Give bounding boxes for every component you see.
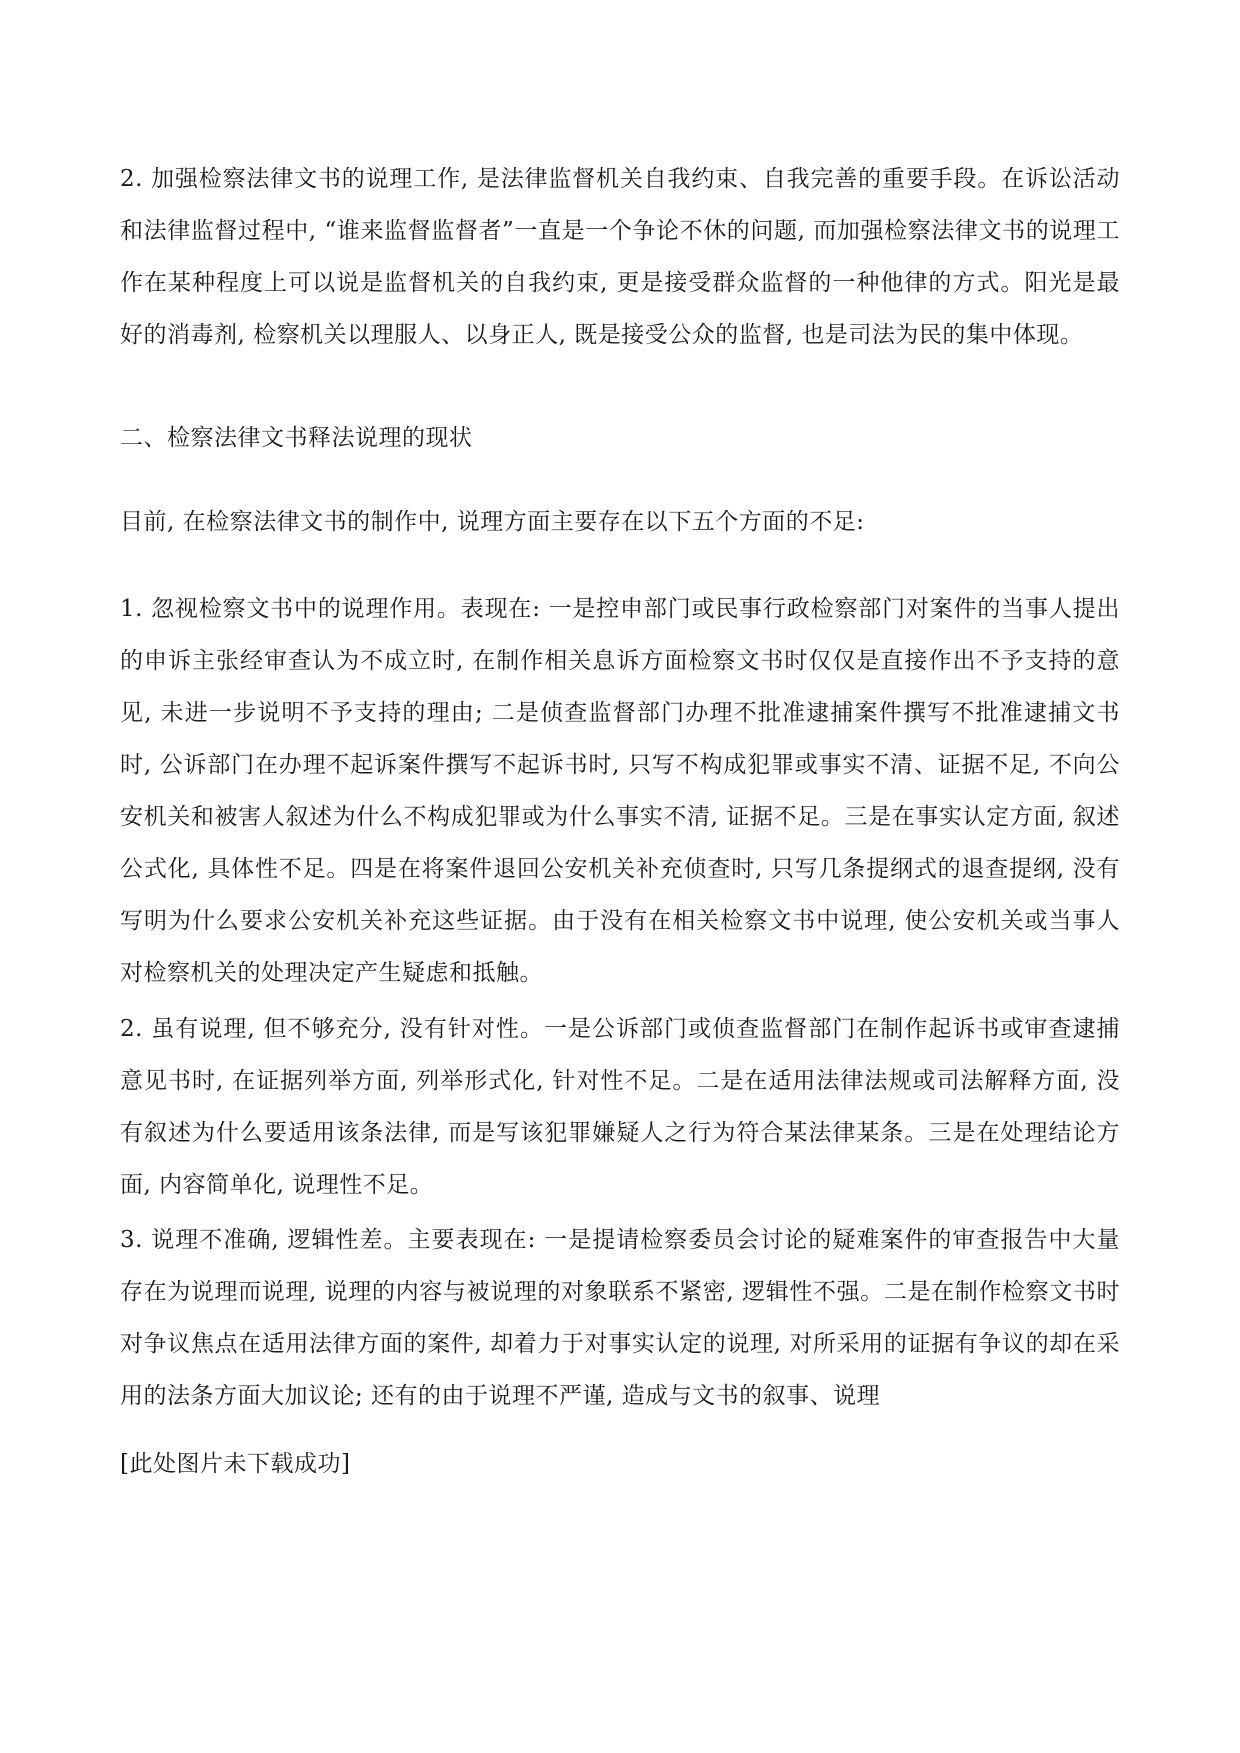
section-heading-current-status: 二、检察法律文书释法说理的现状 xyxy=(120,425,473,451)
image-missing-placeholder: [此处图片未下载成功] xyxy=(120,1451,351,1477)
paragraph-five-deficiencies-intro: 目前, 在检察法律文书的制作中, 说理方面主要存在以下五个方面的不足: xyxy=(120,509,865,535)
paragraph-inaccurate-reasoning: 3. 说理不准确, 逻辑性差。主要表现在: 一是提请检察委员会讨论的疑难案件的审查报告中大量存在为说理而说理, 说理的内容与被说理的对象联系不紧密, 逻辑性不强。二是在制作检察文书时对争议焦点在适用法律方面的案件, 却着力于对事实认定的说理, 对所采用的证据有争议的却在采用的法条方面大加议论; 还有的由于说理不严谨, 造成与文书的叙事、说理 xyxy=(120,1227,1120,1409)
paragraph-ignoring-reasoning: 1. 忽视检察文书中的说理作用。表现在: 一是控申部门或民事行政检察部门对案件的当事人提出的申诉主张经审查认为不成立时, 在制作相关息诉方面检察文书时仅仅是直接作出不予支持的意见, 未进一步说明不予支持的理由; 二是侦查监督部门办理不批准逮捕案件撰写不批准逮捕文书时, 公诉部门在办理不起诉案件撰写不起诉书时, 只写不构成犯罪或事实不清、证据不足, 不向公安机关和被害人叙述为什么不构成犯罪或为什么事实不清, 证据不足。三是在事实认定方面, 叙述公式化, 具体性不足。四是在将案件退回公安机关补充侦查时, 只写几条提纲式的退查提纲, 没有写明为什么要求公安机关补充这些证据。由于没有在相关检察文书中说理, 使公安机关或当事人对检察机关的处理决定产生疑虑和抵触。 xyxy=(120,596,1120,986)
paragraph-insufficient-reasoning: 2. 虽有说理, 但不够充分, 没有针对性。一是公诉部门或侦查监督部门在制作起诉书或审查逮捕意见书时, 在证据列举方面, 列举形式化, 针对性不足。二是在适用法律法规或司法解释方面, 没有叙述为什么要适用该条法律, 而是写该犯罪嫌疑人之行为符合某法律某条。三是在处理结论方面, 内容简单化, 说理性不足。 xyxy=(120,1016,1120,1198)
paragraph-supervision-self-restraint: 2. 加强检察法律文书的说理工作, 是法律监督机关自我约束、自我完善的重要手段。在诉讼活动和法律监督过程中, “谁来监督监督者”一直是一个争论不休的问题, 而加强检察法律文书的说理工作在某种程度上可以说是监督机关的自我约束, 更是接受群众监督的一种他律的方式。阳光是最好的消毒剂, 检察机关以理服人、以身正人, 既是接受公众的监督, 也是司法为民的集中体现。 xyxy=(120,166,1120,348)
